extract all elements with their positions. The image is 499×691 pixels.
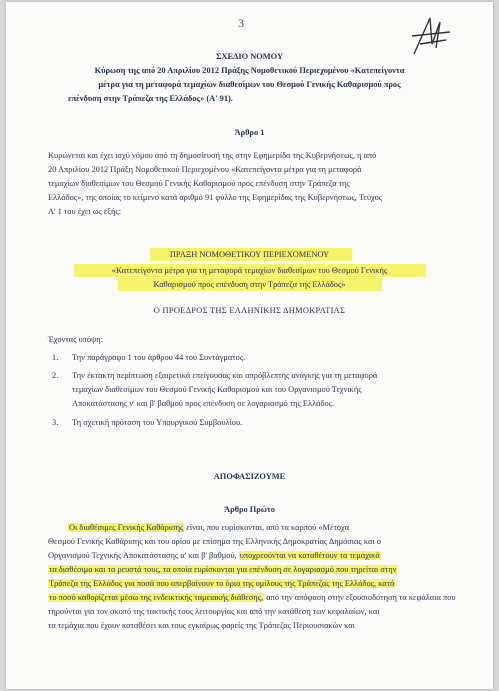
article-1-line: Ελλάδος», της οποίας το κείμενο κατά αριθμό 91 φύλλο της Εφημερίδας της Κυβερνήσεως, Τεύχος <box>48 193 383 202</box>
text: Οργανισμού Τεχνικής Αποκατάστασης α' και β' βαθμού, <box>48 551 239 560</box>
act-label: ΠΡΑΞΗ ΝΟΜΟΘΕΤΙΚΟΥ ΠΕΡΙΕΧΟΜΕΝΟΥ <box>169 250 330 259</box>
text: Θεσμού Γενικής Καθάρισης και του ορίου με επίσημα της Ελληνικής Δημοκρατίας Δημόσιας και ο <box>48 537 381 546</box>
consideration-line: Την παράγραφο 1 του άρθρου 44 του Συντάγματος. <box>72 353 246 362</box>
highlighted-text: τα διαθέσιμα και τα ρευστά τους, τα οποία ευρίσκονται για επένδυση σε λογαριασμό που τηρείται στην <box>49 565 397 574</box>
article-1-heading: Άρθρο 1 <box>234 128 265 137</box>
consideration-line: Αποκατάστασης ν' και β' βαθμού προς επένδυση σε λογαριασμό της Ελλάδος. <box>72 399 335 408</box>
consideration-line: Την έκτακτη περίπτωση εξαιρετικά επείγουσας και απρόβλεπτης ανάγκης για τη μεταφορά <box>72 371 378 380</box>
consideration-number: 1. <box>52 353 59 362</box>
title-subline-3: επένδυση στην Τράπεζα της Ελλάδος» (Α' 91). <box>68 94 233 103</box>
article-first-heading: Άρθρο Πρώτο <box>224 505 275 514</box>
act-title-line-2: Καθαρισμού προς επένδυση στην Τράπεζα της Ελλάδος» <box>153 280 346 289</box>
text: είναι, που ευρίσκονται, από τα καρπού «Μέτοχα <box>184 523 349 532</box>
consideration-line: Τη σχετική πρόταση του Υπουργικού Συμβουλίου. <box>72 418 243 427</box>
article-first-line <box>48 549 381 562</box>
consideration-line: τεμαχίων διαθεσίμων του Θεσμού Γενικής Καθαρισμού και του Οργανισμού Τεχνικής <box>72 385 362 394</box>
president-line: Ο ΠΡΟΕΔΡΟΣ ΤΗΣ ΕΛΛΗΝΙΚΗΣ ΔΗΜΟΚΡΑΤΙΑΣ <box>153 306 346 315</box>
document-page <box>6 2 493 689</box>
highlighted-text: Τράπεζα της Ελλάδος για ποσά που υπερβαίνουν το όριο της ομίλους της Τράπεζας της Ελλάδος, κατά <box>49 579 395 588</box>
article-first-line <box>68 521 349 534</box>
article-1-line: Α' 1 του έχει ως εξής: <box>48 207 122 216</box>
article-1-line: Κυρώνεται και έχει ισχύ νόμου από τη δημοσίευσή της στην Εφημερίδα της Κυβερνήσεως, η από <box>48 151 377 160</box>
text: τηρούνται για τον σκοπό της τακτικής τους λειτουργίας και από την κατάθεση των κεφαλαίων, και <box>48 607 380 616</box>
article-first-line <box>48 619 355 632</box>
consideration-number: 3. <box>52 418 59 427</box>
page-number: 3 <box>238 16 244 30</box>
text: τα τεμάχια που έχουν καταθέσει και τους εγκαίρως φορείς της Τράπεζας Περιουσιακών και <box>48 621 355 630</box>
considering-label: Έχοντας υπόψη: <box>48 335 103 344</box>
act-title-line-1: «Κατεπείγοντα μέτρα για τη μεταφορά τεμαχίων διαθεσίμων του Θεσμού Γενικής <box>111 266 388 275</box>
article-first-line <box>48 563 397 576</box>
document-title: ΣΧΕΔΙΟ ΝΟΜΟΥ <box>215 52 284 61</box>
article-first-line <box>48 535 381 548</box>
article-1-line: 20 Απριλίου 2012 Πράξη Νομοθετικού Περιεχομένου «Κατεπείγοντα μέτρα για τη μεταφορά <box>48 165 362 174</box>
decide-label: ΑΠΟΦΑΣΙΖΟΥΜΕ <box>213 472 286 481</box>
text: από την απόφαση στην εξουσιοδότηση τα κεφάλαια που <box>264 593 456 602</box>
highlighted-text: το ποσό καθορίζεται μέσω της ενδεικτικής ταμειακής διάθεσης, <box>49 593 264 602</box>
title-subline-2: μέτρα για τη μεταφορά τεμαχίων διαθεσίμων του Θεσμού Γενικής Καθαρισμού προς <box>98 80 401 89</box>
article-first-line <box>48 605 380 618</box>
consideration-number: 2. <box>52 371 59 380</box>
article-1-line: τεμαχίων διαθεσίμων του Θεσμού Γενικής Καθαρισμού προς επένδυση στην Τράπεζα της <box>48 179 350 188</box>
highlighted-text: υποχρεούνται να καταθέτουν τα τεμαχικά <box>239 551 380 560</box>
title-subline-1: Κύρωση της από 20 Απριλίου 2012 Πράξης Νομοθετικού Περιεχομένου «Κατεπείγοντα <box>94 66 405 75</box>
article-first-line <box>48 591 456 604</box>
article-first-line <box>48 577 395 590</box>
highlighted-text: Οι διαθέσιμες Γενικής Καθάρισης <box>69 523 184 532</box>
